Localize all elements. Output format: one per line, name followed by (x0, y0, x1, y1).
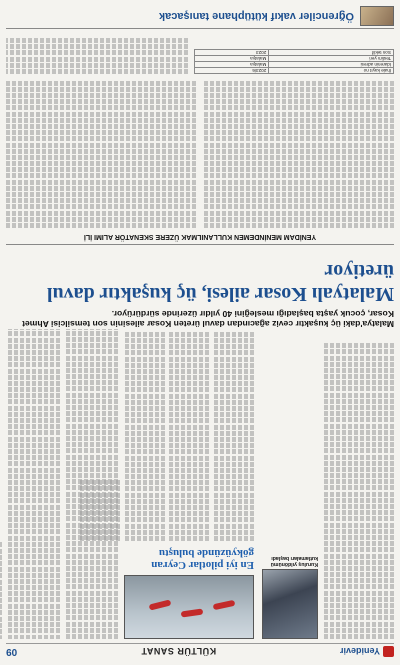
table-cell: Teslim yeri (269, 56, 394, 62)
bottom-story (6, 5, 394, 29)
brand-logo-icon (383, 646, 394, 657)
plane-icon (149, 599, 172, 610)
plane-icon (213, 600, 236, 610)
inset-photo (262, 569, 318, 639)
table-row (195, 62, 394, 68)
plane-icon (181, 608, 204, 617)
announcement-notes (6, 34, 188, 74)
headline-spot: Malatya'daki üç kuşaktır ceviz ağacından davul üreten Kosar ailesinin son temsilcisi Ahmet Kosar, çocuk yaşta başladığı mesleğini 40 yıldır üzerinde sürdürüyor. (22, 309, 394, 329)
table-row (195, 50, 394, 56)
announcement-table (194, 49, 394, 74)
table-cell: 2023 (195, 50, 269, 56)
main-headline: Malatyalı Kosar ailesi, üç kuşaktır davul üretiyor (46, 260, 394, 305)
table-cell: Malatya (195, 56, 269, 62)
announcement-title: YENİDAM MENİNDEMEN KULLANILMAK ÜZERE SKENATÖR ALIMI İLİ (83, 233, 317, 240)
section-title: KÜLTÜR SANAT (140, 646, 217, 657)
table-cell: Malatya (195, 62, 269, 68)
page-number: 09 (6, 646, 18, 657)
feature-title: En iyi pilotlar Ceyran gökyüzünde buluştu (151, 547, 254, 571)
table-row (195, 56, 394, 62)
headline-block (6, 251, 394, 329)
brand-logo (340, 646, 394, 657)
bottom-story-headline: Öğrenciler vakıf kütüphane tanışacak (158, 10, 354, 23)
table-cell: 2023/6 (195, 68, 269, 74)
aerobatic-team-photo (124, 575, 254, 639)
inset-caption: Kuruluş yıldönümü kutlamaları başladı (270, 555, 318, 567)
brand-name: Yenidevir (339, 646, 380, 657)
table-cell: İhale kayıt no (269, 68, 394, 74)
table-row (195, 68, 394, 74)
right-text-column (6, 329, 118, 639)
masthead (6, 643, 394, 659)
bottom-story-photo (360, 7, 394, 27)
announcement-section (6, 33, 394, 245)
feature-body (124, 331, 254, 541)
announcement-body (6, 78, 394, 228)
table-cell: Son teklif (269, 50, 394, 56)
left-text-column (324, 339, 394, 639)
table-cell: İdarenin adresi (269, 62, 394, 68)
